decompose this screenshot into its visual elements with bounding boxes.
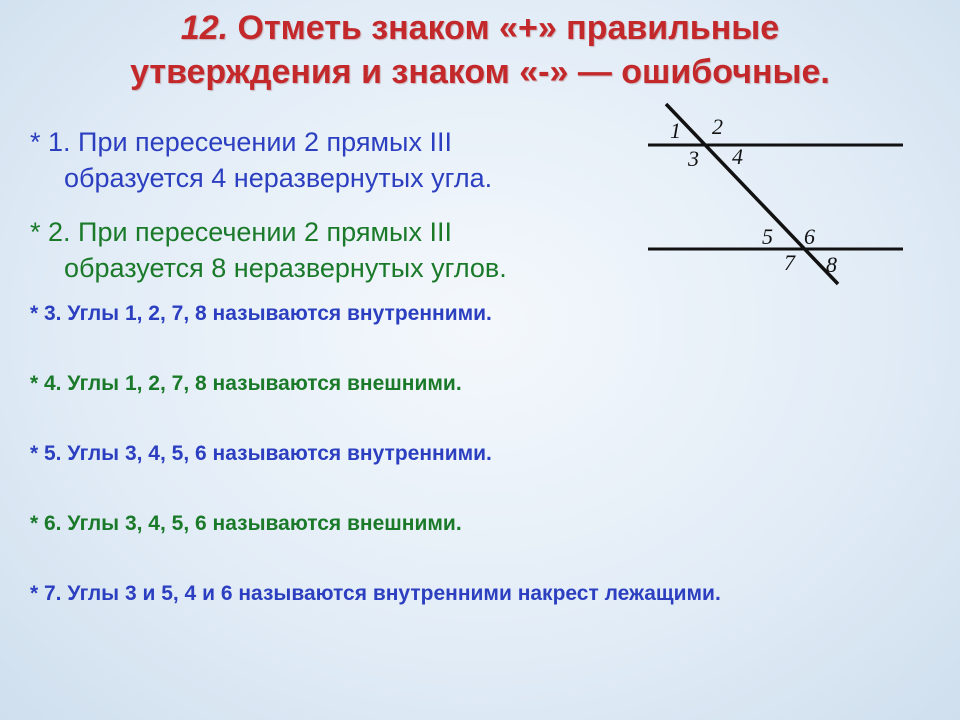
statement-2-prefix: * 2. (30, 217, 71, 247)
angle-label-6: 6 (804, 224, 815, 249)
statement-7: * 7. Углы 3 и 5, 4 и 6 называются внутренними накрест лежащими. (30, 582, 721, 605)
statement-2-line2: образуется 8 неразвернутых углов. (64, 253, 507, 283)
title-number: 12. (180, 9, 229, 47)
statement-1 (30, 124, 492, 196)
angle-label-1: 1 (670, 118, 681, 143)
statement-1-line1: При пересечении 2 прямых III (78, 127, 452, 157)
statement-1-prefix: * 1. (30, 127, 71, 157)
parallel-lines-diagram (640, 96, 920, 296)
angle-label-3: 3 (688, 146, 699, 171)
title-text-1: Отметь знаком «+» правильные (237, 9, 780, 47)
angle-label-4: 4 (732, 144, 743, 169)
statement-5: * 5. Углы 3, 4, 5, 6 называются внутренними. (30, 442, 492, 465)
angle-label-5: 5 (762, 224, 773, 249)
transversal-line (666, 104, 838, 284)
statement-2-line1: При пересечении 2 прямых III (78, 217, 452, 247)
statement-4: * 4. Углы 1, 2, 7, 8 называются внешними. (30, 372, 462, 395)
title-line-1 (0, 6, 960, 50)
statement-6: * 6. Углы 3, 4, 5, 6 называются внешними. (30, 512, 462, 535)
angle-label-7: 7 (784, 250, 795, 275)
angle-label-2: 2 (712, 114, 723, 139)
slide-title (0, 6, 960, 94)
statement-1-line2: образуется 4 неразвернутых угла. (64, 163, 493, 193)
statement-2 (30, 214, 507, 286)
title-line-2: утверждения и знаком «-» — ошибочные. (130, 53, 830, 91)
angle-label-8: 8 (826, 252, 837, 277)
statement-3: * 3. Углы 1, 2, 7, 8 называются внутренними. (30, 302, 492, 325)
